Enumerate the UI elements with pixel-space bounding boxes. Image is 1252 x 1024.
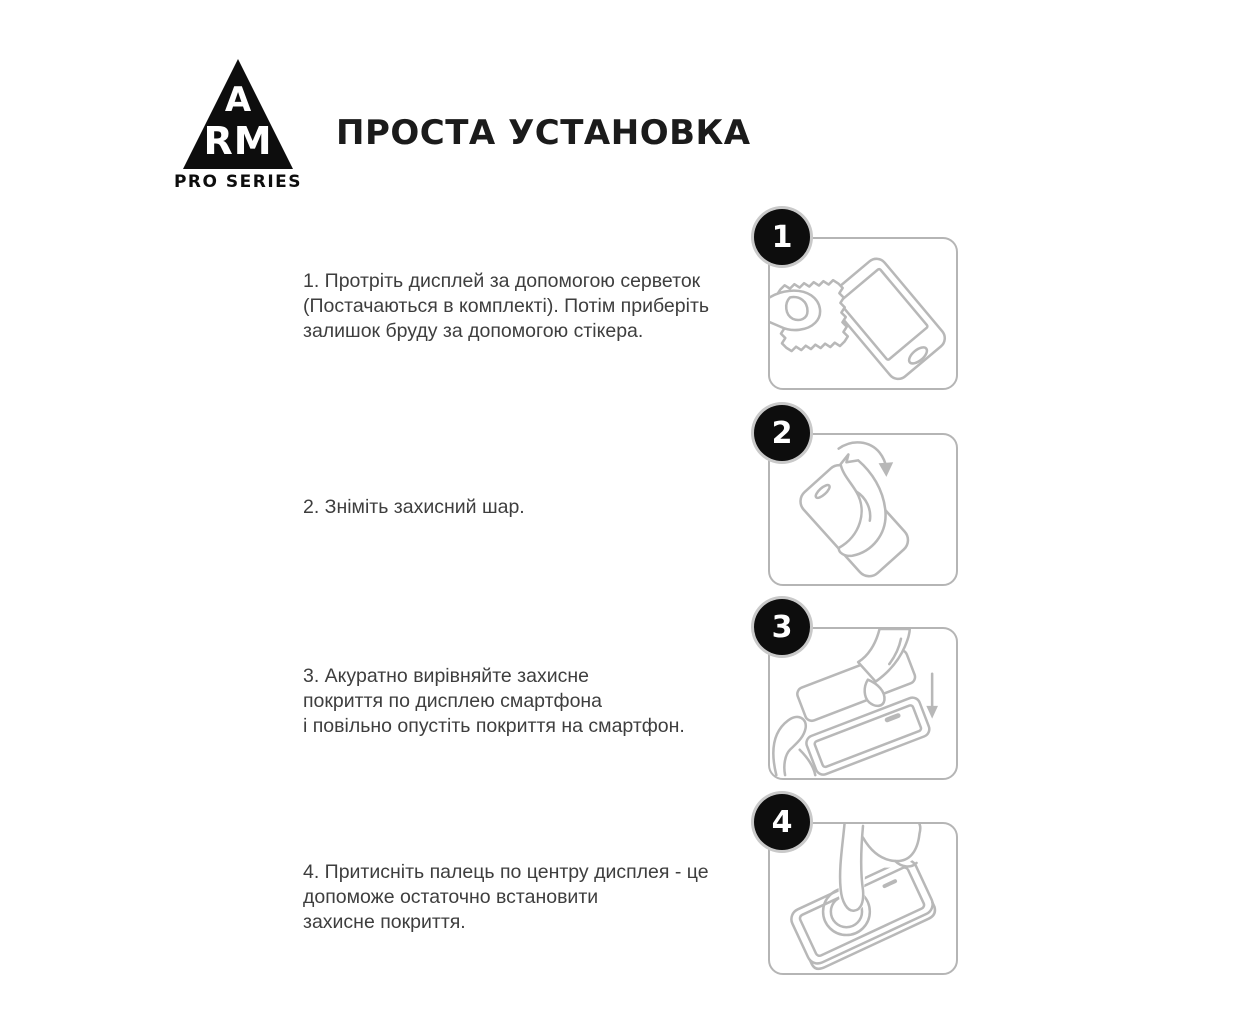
step-1-panel <box>768 219 958 390</box>
align-glass-illustration <box>770 629 956 778</box>
step-4-line-3: захисне покриття. <box>303 911 466 933</box>
step-1-line-3: залишок бруду за допомогою стікера. <box>303 320 644 342</box>
step-4-panel <box>768 804 958 975</box>
step-2-text <box>303 495 748 520</box>
peel-film-illustration <box>770 435 956 584</box>
step-4-text <box>303 860 748 935</box>
step-3-line-1: 3. Акуратно вирівняйте захисне <box>303 665 589 687</box>
page-title: ПРОСТА УСТАНОВКА <box>336 113 751 153</box>
logo-letter-a: A <box>224 80 252 120</box>
step-2-badge <box>754 405 810 461</box>
step-2-line-1: 2. Зніміть захисний шар. <box>303 496 525 518</box>
step-1-text <box>303 269 748 344</box>
step-3-number: 3 <box>771 609 793 645</box>
step-4-badge <box>754 794 810 850</box>
step-1-line-1: 1. Протріть дисплей за допомогою серветок <box>303 270 701 292</box>
step-3-text <box>303 664 748 739</box>
step-3-badge <box>754 599 810 655</box>
press-center-illustration <box>770 824 956 973</box>
step-4-number: 4 <box>771 804 793 840</box>
logo-subtitle: PRO SERIES <box>173 172 303 192</box>
step-4-line-2: допоможе остаточно встановити <box>303 886 599 908</box>
step-1-badge <box>754 209 810 265</box>
step-3-line-3: і повільно опустіть покриття на смартфон. <box>303 715 685 737</box>
wipe-phone-illustration <box>770 239 956 388</box>
finger-icon <box>770 291 820 330</box>
step-2-panel <box>768 415 958 586</box>
step-2-number: 2 <box>771 415 793 451</box>
step-4-line-1: 4. Притисніть палець по центру дисплея - це <box>303 861 709 883</box>
brand-logo <box>175 55 305 195</box>
step-3-panel <box>768 609 958 780</box>
logo-letters-rm: RM <box>203 119 273 163</box>
step-3-line-2: покриття по дисплею смартфона <box>303 690 603 712</box>
step-1-number: 1 <box>771 219 793 255</box>
step-1-line-2: (Постачаються в комплекті). Потім приберіть <box>303 295 710 317</box>
down-arrow-icon <box>926 674 938 719</box>
